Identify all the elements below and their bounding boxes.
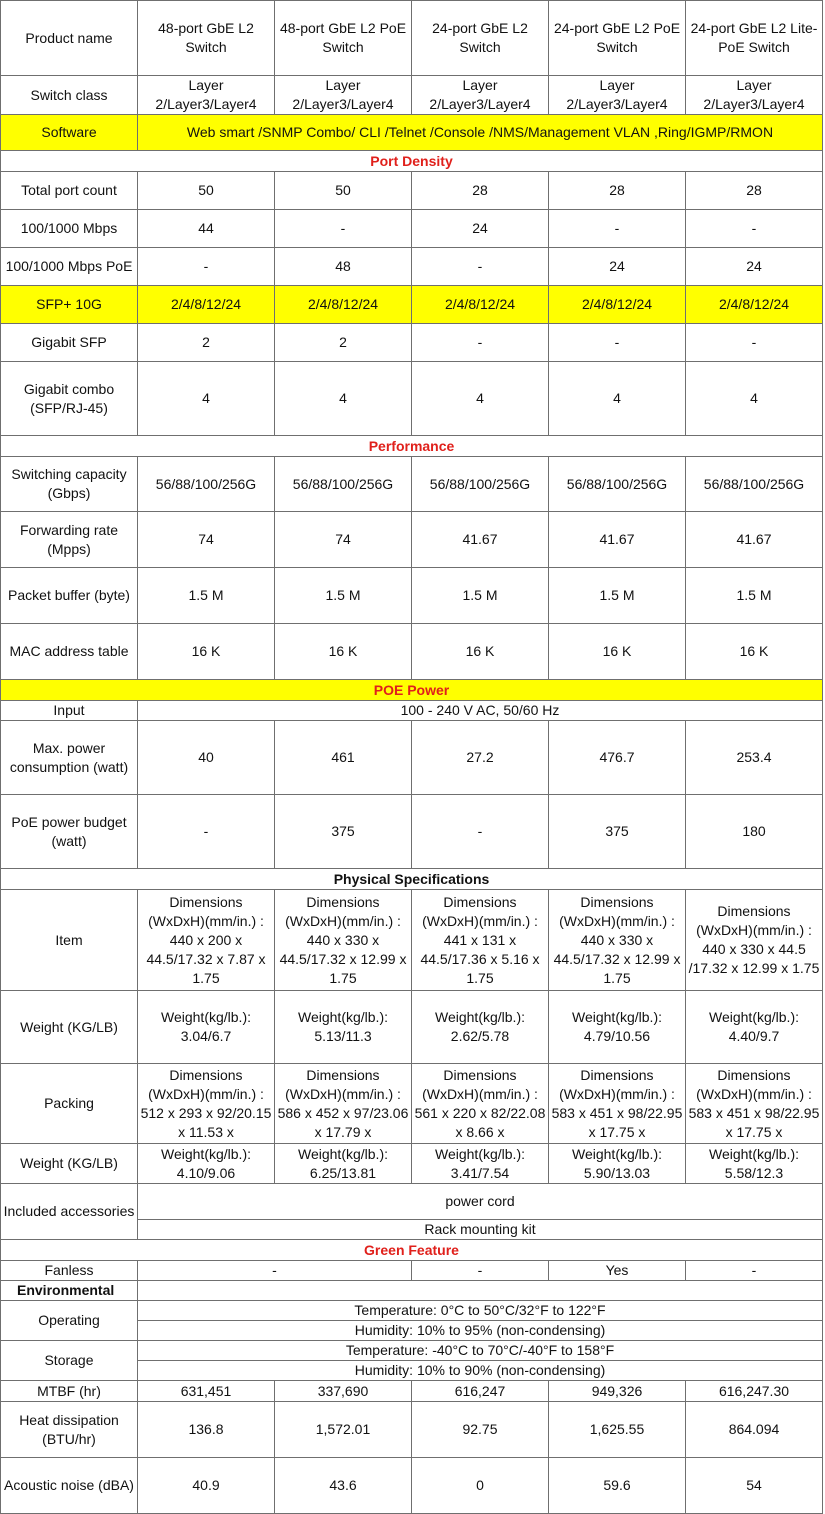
cell: Dimensions (WxDxH)(mm/in.) : 586 x 452 x 97/23.06 x 17.79 x: [275, 1064, 412, 1144]
cell: 41.67: [686, 512, 823, 568]
table-row: [1, 362, 823, 436]
cell: 28: [412, 172, 549, 210]
cell: 56/88/100/256G: [686, 457, 823, 512]
cell: 1,572.01: [275, 1402, 412, 1458]
row-label: Switching capacity (Gbps): [1, 457, 138, 512]
row-label: Storage: [1, 1341, 138, 1381]
cell: 476.7: [549, 721, 686, 795]
cell: 28: [686, 172, 823, 210]
cell: Layer 2/Layer3/Layer4: [412, 76, 549, 115]
cell: 4: [549, 362, 686, 436]
cell: -: [412, 795, 549, 869]
row-label: Total port count: [1, 172, 138, 210]
row-label: Packing: [1, 1064, 138, 1144]
cell: 16 K: [686, 624, 823, 680]
cell: -: [138, 1261, 412, 1281]
cell: 16 K: [412, 624, 549, 680]
cell: 4: [686, 362, 823, 436]
cell: 43.6: [275, 1458, 412, 1514]
cell: 44: [138, 210, 275, 248]
cell: 616,247.30: [686, 1381, 823, 1402]
table-row: [1, 286, 823, 324]
row-label: Fanless: [1, 1261, 138, 1281]
cell: 0: [412, 1458, 549, 1514]
cell: Weight(kg/lb.): 4.79/10.56: [549, 991, 686, 1064]
cell: 16 K: [275, 624, 412, 680]
table-row: [1, 1341, 823, 1361]
row-label: PoE power budget (watt): [1, 795, 138, 869]
cell: 2/4/8/12/24: [686, 286, 823, 324]
table-row: [1, 721, 823, 795]
cell: Dimensions (WxDxH)(mm/in.) : 440 x 330 x 44.5/17.32 x 12.99 x 1.75: [549, 890, 686, 991]
table-row: [1, 1301, 823, 1321]
cell: 41.67: [412, 512, 549, 568]
cell: Weight(kg/lb.): 5.90/13.03: [549, 1144, 686, 1184]
section-title: Green Feature: [1, 1240, 823, 1261]
cell: 74: [275, 512, 412, 568]
accessory-item: power cord: [138, 1184, 823, 1220]
cell: Dimensions (WxDxH)(mm/in.) : 561 x 220 x 82/22.08 x 8.66 x: [412, 1064, 549, 1144]
row-label: Input: [1, 701, 138, 721]
cell: Dimensions (WxDxH)(mm/in.) : 441 x 131 x 44.5/17.36 x 5.16 x 1.75: [412, 890, 549, 991]
table-row: [1, 1402, 823, 1458]
cell: 375: [275, 795, 412, 869]
cell: 2: [138, 324, 275, 362]
cell: 2: [275, 324, 412, 362]
row-label: Operating: [1, 1301, 138, 1341]
row-label: Item: [1, 890, 138, 991]
section-title: Physical Specifications: [1, 869, 823, 890]
cell: 1.5 M: [138, 568, 275, 624]
table-row: [1, 1144, 823, 1184]
section-header: [1, 869, 823, 890]
cell: Weight(kg/lb.): 6.25/13.81: [275, 1144, 412, 1184]
section-header: [1, 1240, 823, 1261]
cell: Temperature: -40°C to 70°C/-40°F to 158°F: [138, 1341, 823, 1361]
cell: 4: [275, 362, 412, 436]
row-label: Forwarding rate (Mpps): [1, 512, 138, 568]
row-label: Gigabit combo (SFP/RJ-45): [1, 362, 138, 436]
table-row: [1, 991, 823, 1064]
row-label: Weight (KG/LB): [1, 1144, 138, 1184]
cell: 56/88/100/256G: [412, 457, 549, 512]
cell: 54: [686, 1458, 823, 1514]
cell: 59.6: [549, 1458, 686, 1514]
cell: 180: [686, 795, 823, 869]
cell: -: [138, 248, 275, 286]
cell: 864.094: [686, 1402, 823, 1458]
section-title: Environmental: [1, 1281, 138, 1301]
cell: 136.8: [138, 1402, 275, 1458]
cell: -: [686, 324, 823, 362]
cell: 56/88/100/256G: [549, 457, 686, 512]
section-header: [1, 680, 823, 701]
table-row: [1, 512, 823, 568]
product-name: 48-port GbE L2 PoE Switch: [275, 1, 412, 76]
table-row: [1, 1184, 823, 1220]
table-row: [1, 795, 823, 869]
input-value: 100 - 240 V AC, 50/60 Hz: [138, 701, 823, 721]
cell: -: [549, 210, 686, 248]
cell: Dimensions (WxDxH)(mm/in.) : 512 x 293 x 92/20.15 x 11.53 x: [138, 1064, 275, 1144]
cell: 616,247: [412, 1381, 549, 1402]
row-label: Software: [1, 115, 138, 151]
table-row: [1, 248, 823, 286]
cell: Weight(kg/lb.): 4.10/9.06: [138, 1144, 275, 1184]
cell: 41.67: [549, 512, 686, 568]
cell: 16 K: [138, 624, 275, 680]
cell: Dimensions (WxDxH)(mm/in.) : 583 x 451 x 98/22.95 x 17.75 x: [549, 1064, 686, 1144]
cell: Layer 2/Layer3/Layer4: [686, 76, 823, 115]
cell: 40: [138, 721, 275, 795]
row-label: Heat dissipation (BTU/hr): [1, 1402, 138, 1458]
cell: Weight(kg/lb.): 3.04/6.7: [138, 991, 275, 1064]
cell: 16 K: [549, 624, 686, 680]
table-row: [1, 890, 823, 991]
table-row: [1, 210, 823, 248]
cell: Dimensions (WxDxH)(mm/in.) : 440 x 200 x 44.5/17.32 x 7.87 x 1.75: [138, 890, 275, 991]
cell: 2/4/8/12/24: [275, 286, 412, 324]
cell: Layer 2/Layer3/Layer4: [275, 76, 412, 115]
cell: 2/4/8/12/24: [412, 286, 549, 324]
empty-cell: [138, 1281, 823, 1301]
cell: 40.9: [138, 1458, 275, 1514]
row-label: SFP+ 10G: [1, 286, 138, 324]
cell: 56/88/100/256G: [275, 457, 412, 512]
product-name-row: [1, 1, 823, 76]
cell: 949,326: [549, 1381, 686, 1402]
switch-class-row: [1, 76, 823, 115]
cell: -: [412, 1261, 549, 1281]
cell: Yes: [549, 1261, 686, 1281]
cell: 28: [549, 172, 686, 210]
cell: -: [275, 210, 412, 248]
table-row: [1, 1064, 823, 1144]
row-label: Weight (KG/LB): [1, 991, 138, 1064]
cell: 2/4/8/12/24: [549, 286, 686, 324]
cell: Humidity: 10% to 95% (non-condensing): [138, 1321, 823, 1341]
cell: Dimensions (WxDxH)(mm/in.) : 440 x 330 x 44.5/17.32 x 12.99 x 1.75: [275, 890, 412, 991]
table-row: [1, 624, 823, 680]
table-row: [1, 1381, 823, 1402]
cell: 461: [275, 721, 412, 795]
cell: 50: [275, 172, 412, 210]
cell: 27.2: [412, 721, 549, 795]
cell: 1.5 M: [686, 568, 823, 624]
cell: 2/4/8/12/24: [138, 286, 275, 324]
cell: 337,690: [275, 1381, 412, 1402]
table-row: [1, 568, 823, 624]
cell: Humidity: 10% to 90% (non-condensing): [138, 1361, 823, 1381]
product-name: 24-port GbE L2 Lite-PoE Switch: [686, 1, 823, 76]
table-row: [1, 701, 823, 721]
cell: Temperature: 0°C to 50°C/32°F to 122°F: [138, 1301, 823, 1321]
cell: 24: [686, 248, 823, 286]
table-row: [1, 1261, 823, 1281]
cell: 253.4: [686, 721, 823, 795]
cell: 24: [549, 248, 686, 286]
cell: 1.5 M: [549, 568, 686, 624]
accessory-item: Rack mounting kit: [138, 1220, 823, 1240]
row-label: Switch class: [1, 76, 138, 115]
cell: 74: [138, 512, 275, 568]
cell: -: [686, 1261, 823, 1281]
product-name: 24-port GbE L2 PoE Switch: [549, 1, 686, 76]
cell: -: [686, 210, 823, 248]
row-label: 100/1000 Mbps PoE: [1, 248, 138, 286]
cell: Weight(kg/lb.): 5.58/12.3: [686, 1144, 823, 1184]
cell: -: [412, 324, 549, 362]
product-name: 24-port GbE L2 Switch: [412, 1, 549, 76]
row-label: Acoustic noise (dBA): [1, 1458, 138, 1514]
section-header: [1, 151, 823, 172]
software-value: Web smart /SNMP Combo/ CLI /Telnet /Console /NMS/Management VLAN ,Ring/IGMP/RMON: [138, 115, 823, 151]
cell: Weight(kg/lb.): 3.41/7.54: [412, 1144, 549, 1184]
cell: Weight(kg/lb.): 2.62/5.78: [412, 991, 549, 1064]
row-label: MAC address table: [1, 624, 138, 680]
cell: 24: [412, 210, 549, 248]
cell: 1.5 M: [412, 568, 549, 624]
cell: -: [412, 248, 549, 286]
row-label: Gigabit SFP: [1, 324, 138, 362]
cell: Layer 2/Layer3/Layer4: [138, 76, 275, 115]
section-title: Performance: [1, 436, 823, 457]
table-row: [1, 324, 823, 362]
cell: 4: [412, 362, 549, 436]
row-label: Packet buffer (byte): [1, 568, 138, 624]
cell: 4: [138, 362, 275, 436]
product-name: 48-port GbE L2 Switch: [138, 1, 275, 76]
cell: 92.75: [412, 1402, 549, 1458]
cell: Dimensions (WxDxH)(mm/in.) : 583 x 451 x 98/22.95 x 17.75 x: [686, 1064, 823, 1144]
row-label: MTBF (hr): [1, 1381, 138, 1402]
row-label: 100/1000 Mbps: [1, 210, 138, 248]
section-header: [1, 436, 823, 457]
cell: Weight(kg/lb.): 4.40/9.7: [686, 991, 823, 1064]
row-label: Max. power consumption (watt): [1, 721, 138, 795]
cell: 1,625.55: [549, 1402, 686, 1458]
cell: Dimensions (WxDxH)(mm/in.) : 440 x 330 x 44.5 /17.32 x 12.99 x 1.75: [686, 890, 823, 991]
software-row: [1, 115, 823, 151]
cell: 48: [275, 248, 412, 286]
section-header: [1, 1281, 823, 1301]
cell: Weight(kg/lb.): 5.13/11.3: [275, 991, 412, 1064]
section-title: POE Power: [1, 680, 823, 701]
cell: -: [549, 324, 686, 362]
cell: 375: [549, 795, 686, 869]
section-title: Port Density: [1, 151, 823, 172]
cell: -: [138, 795, 275, 869]
cell: 56/88/100/256G: [138, 457, 275, 512]
cell: 50: [138, 172, 275, 210]
row-label: Product name: [1, 1, 138, 76]
table-row: [1, 172, 823, 210]
cell: 1.5 M: [275, 568, 412, 624]
cell: 631,451: [138, 1381, 275, 1402]
table-row: [1, 1458, 823, 1514]
table-row: [1, 457, 823, 512]
row-label: Included accessories: [1, 1184, 138, 1240]
cell: Layer 2/Layer3/Layer4: [549, 76, 686, 115]
